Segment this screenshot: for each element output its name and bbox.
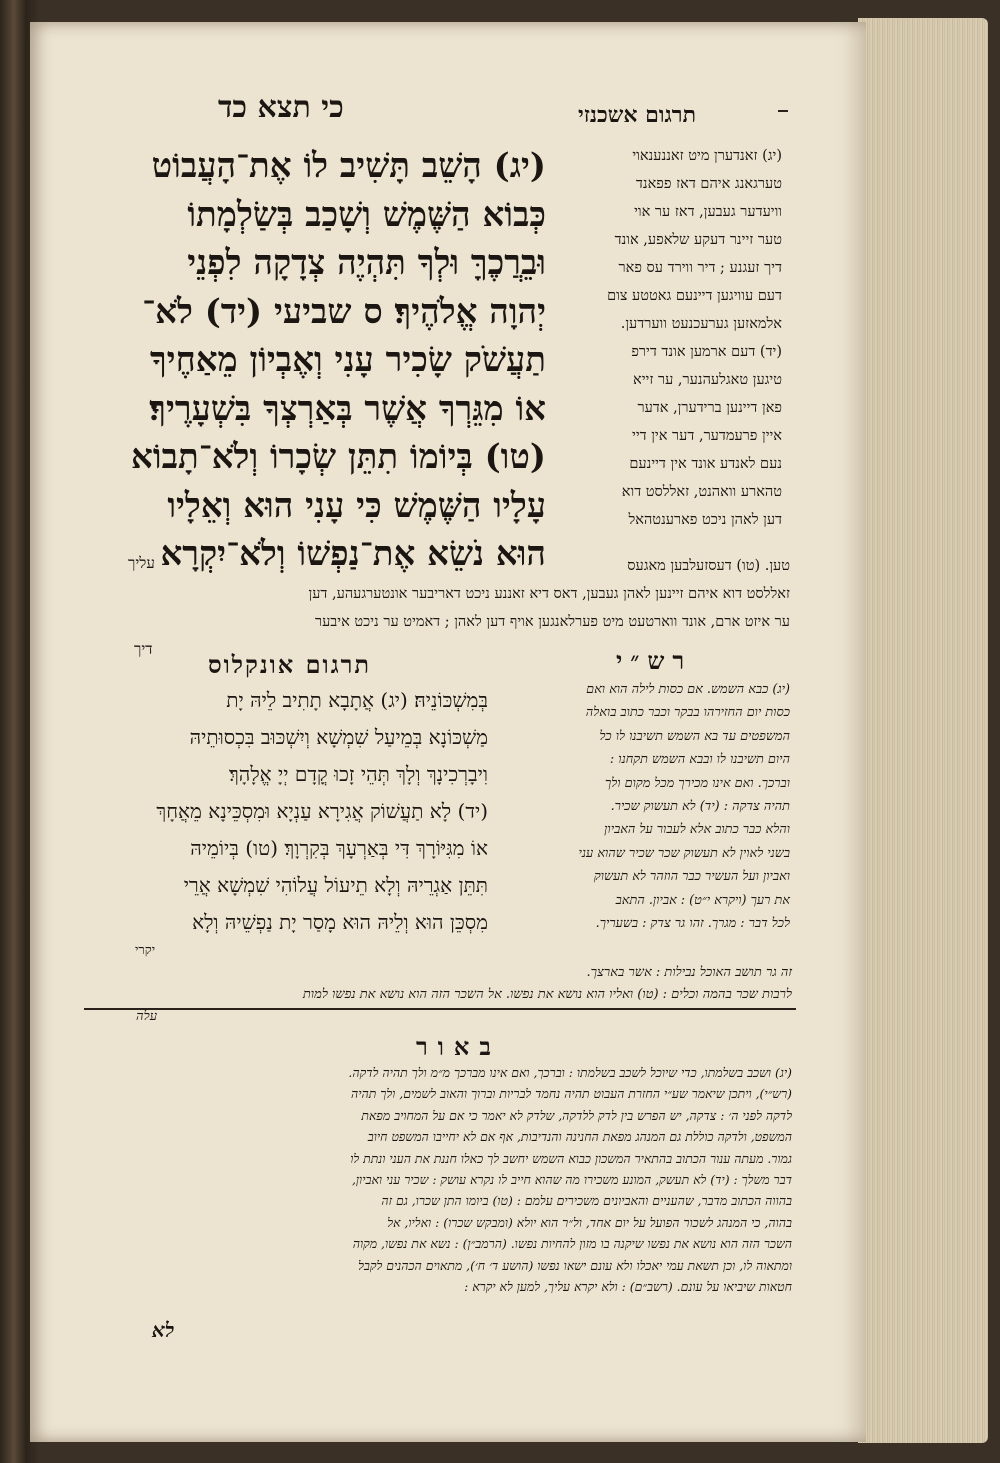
translation-line: דעם עוויגען דיינעם גאטטע צום (607, 288, 782, 304)
onkelos-line: מַשְׁכּוֹנָא בְּמֵיעַל שִׁמְשָׁא וְיִשְׁכּוּב בִּכְסוּתֵיהּ (189, 725, 488, 749)
translation-line: אלמאזען גערעכנעט ווערדען. (620, 316, 782, 332)
biur-line: ומתאוה לו, וכן תשאת עמי יאכלו ולא עונם ישאו נפשו (הושע ד׳ ח׳), מתאוים הכהנים לקבל (358, 1257, 792, 1273)
rashi-title: רש״י (616, 646, 693, 675)
translation-line: טיגען טאגלעהנער, ער זייא (633, 372, 782, 388)
torah-text (88, 142, 546, 579)
translation-column (550, 142, 782, 534)
rashi-line: זה גר תושב האוכל נבילות : אשר בארצך. (586, 965, 792, 980)
page (30, 22, 866, 1442)
torah-line: (יג) הָשֵׁב תָּשִׁיב לוֹ אֶת־הָעֲבוֹט (151, 146, 546, 186)
translation-line: דען לאהן ניכט פארענטהאל (628, 512, 782, 528)
translation-line: טען. (טו) דעסזעלבען מאגעס (627, 558, 790, 574)
translation-line: נעם לאנדע אונד אין דיינעם (629, 456, 782, 472)
biur-line: בהוה, כי המנהג לשכור הפועל על יום אחד, ול״ר הוא יולא (ומבקש שכרו) : ואליו, אל (387, 1214, 792, 1230)
biur-line: בהווה הכתוב מדבר, שהעניים והאביונים משכירים עלמם : (טו) ביומו התן שכרו, גם זה (381, 1193, 792, 1209)
rashi-line: כסות יום החזירהו בבקר וכבר כתוב בואלה (585, 705, 790, 721)
torah-line: תַעֲשֹׁק שָׂכִיר עָנִי וְאֶבְיוֹן מֵאַחֶיךָ (149, 340, 546, 380)
biur-line: (רש״י), ויתכן שיאמר שע״י החזרת העבוט תהיה נחמד לבריות וברוך והאוב לשמים, ולך תהיה (351, 1086, 792, 1102)
running-header-targum: תרגום אשכנזי (578, 102, 697, 128)
translation-line: טהארע וואהנט, זאללסט דוא (621, 484, 782, 500)
translation-line: וויעדער געבען, דאז ער אוי (634, 204, 782, 220)
rashi-line: תהיה צדקה : (יד) לא תעשוק שכיר. (610, 799, 790, 815)
section-divider (84, 1008, 796, 1010)
rashi-line: בשני לאוין לא תעשוק שכר שכיר שהוא עני (578, 845, 790, 861)
onkelos-line: אוֹ מִגִּיּוֹרָךְ דִּי בְּאַרְעָךְ בְּקִרְוָךְ׃ (טו) בְּיוֹמֵיהּ (190, 836, 488, 860)
onkelos-line: בְּמִשְׁכּוֹנֵיהּ׃ (יג) אֲתָבָא תָתִיב לֵיהּ יָת (226, 688, 488, 712)
biur-title: באור (416, 1032, 501, 1061)
translation-continuation (90, 552, 790, 636)
torah-line: יְהוָה אֱלֹהֶיךָ׃ ס שביעי (יד) לֹא־ (142, 291, 546, 332)
biur-text (86, 1062, 792, 1297)
translation-line: איין פרעמדער, דער אין דיי (632, 428, 782, 444)
translation-line: טער זיינר דעקע שלאפע, אונד (614, 232, 782, 248)
translation-line: טערגאנג איהם דאז פפאנד (635, 176, 782, 192)
catchword-translation: עליך (128, 554, 155, 572)
translation-line: דיך זעגנע ; דיר ווירד עס פאר (618, 260, 782, 276)
rashi-line: לכל דבר : מגרך. זהו גר צדק : בשעריך. (595, 916, 790, 932)
rashi-line: והלא כבר כתוב אלא לעבור על האביון (604, 822, 790, 838)
catchword-translation-2: דיך (134, 640, 153, 658)
torah-line: אוֹ מִגֵּרְךָ אֲשֶׁר בְּאַרְצְךָ בִּשְׁעָרֶיךָ׃ (149, 388, 546, 429)
rashi-line: לרבות שכר בהמה וכלים : (טו) ואליו הוא נושא את נפשו. אל השכר הזה הוא נושא את נפשו למות (302, 987, 792, 1002)
onkelos-line: תִּתֵּן אַגְרֵיהּ וְלָא תֵיעוֹל עֲלוֹהִי שִׁמְשָׁא אֲרֵי (183, 873, 488, 897)
translation-line: זאללסט דוא איהם זיינען לאהן געבען, דאס דיא זאננע ניכט דאריבער אונטערגעהע, דען (308, 586, 790, 602)
onkelos-line: מִסְכֵּן הוּא וְלֵיהּ הוּא מָסַר יָת נַפְשֵׁיהּ וְלָא (192, 910, 488, 934)
onkelos-line: (יד) לָא תַעֲשׁוֹק אֲגִירָא עַנְיָא וּמִסְכֵּינָא מֵאֲחָךְ (156, 799, 488, 823)
rashi-line: (יג) כבא השמש. אם כסות לילה הוא ואם (586, 682, 790, 697)
rashi-line: וברכך. ואם אינו מכירך מכל מקום ולך (605, 775, 790, 791)
rashi-text (492, 678, 790, 935)
onkelos-line: וִיבָרְכִינָךְ וְלָךְ תְּהֵי זָכוּ קֳדָם יְיָ אֱלָהָךְ׃ (228, 762, 488, 786)
translation-line: (יג) זאנדערן מיט זאננענאוי (632, 148, 782, 164)
biur-line: לדקה לפני ה׳ : צדקה, יש הפרש בין לדק ללדקה, שלדק לא יאמר כי אם על המחויב מפאת (361, 1107, 792, 1123)
page-signature: לא (152, 1318, 175, 1342)
rashi-line: ואביון ועל העשיר כבר הוזהר לא תעשוק (593, 869, 790, 885)
rashi-line: המשפטים עד בא השמש תשיבנו לו כל (599, 728, 790, 744)
catchword-onkelos: יקרי (135, 943, 156, 958)
biur-line: המשפט, ולדקה כוללת גם המנהג מפאת החנינה והנדיבות, אף אם לא יחייבו המשפט חיוב (367, 1129, 792, 1145)
onkelos-title: תרגום אונקלוס (208, 650, 372, 679)
rashi-line: היום תשיבנו לו ובבא השמש תקחנו : (609, 752, 790, 768)
torah-line: וּבֵרֲכֶךָּ וּלְךָ תִּהְיֶה צְדָקָה לִפְנֵי (187, 243, 546, 283)
biur-line: (יג) ושכב בשלמתו, כדי שיוכל לשכב בשלמתו : וברכך, ואם אינו מברכך מ״מ ולך תהיה לדקה. (348, 1065, 792, 1080)
page-edges (858, 18, 988, 1443)
torah-line: עָלָיו הַשֶּׁמֶשׁ כִּי עָנִי הוּא וְאֵלָיו (167, 485, 546, 526)
translation-line: ער איזט ארם, אונד ווארטעט מיט פערלאנגען אויף דען לאהן ; דאמיט ער ניכט איבער (314, 614, 790, 630)
translation-line: פאן דיינען ברידערן, אדער (637, 400, 782, 416)
torah-line: כְּבוֹא הַשֶּׁמֶשׁ וְשָׁכַב בְּשַׂלְמָתוֹ (187, 194, 546, 235)
running-header-parsha: כי תצא כד (218, 90, 344, 125)
biur-line: גמור. מעתה ענור הכתוב בהתאיר המשכון כבוא השמש יחשב לך כאלו חננת את העני ונתת לו (350, 1150, 792, 1166)
onkelos-text (88, 682, 488, 941)
biur-line: דבר משלך : (יד) לא תעשק, המונע משכירו מה שהוא חייב לו נקרא עושק : שכיר עני ואביון, (351, 1172, 792, 1188)
header-tick (778, 110, 788, 112)
torah-line: הוּא נֹשֵׂא אֶת־נַפְשׁוֹ וְלֹא־יִקְרָא (160, 534, 546, 574)
biur-line: השכר הזה הוא נושא את נפשו שיקנה בו מזון להחיות נפשו. (הרמב״ן) : נשא את נפשו, מקוה (352, 1236, 792, 1252)
biur-line: חטאות שיביאו על עונם. (רשב״ם) : ולא יקרא עליך, למען לא יקרא : (464, 1279, 792, 1295)
translation-line: (יד) דעם ארמען אונד דירפ (631, 344, 782, 360)
rashi-bottom-text (86, 962, 792, 1028)
rashi-line: את רעך (ויקרא י״ט) : אביון. התאב (615, 892, 790, 908)
rashi-line: עלה (136, 1009, 158, 1024)
torah-line: (טו) בְּיוֹמוֹ תִתֵּן שְׂכָרוֹ וְלֹא־תָבוֹא (131, 437, 546, 477)
